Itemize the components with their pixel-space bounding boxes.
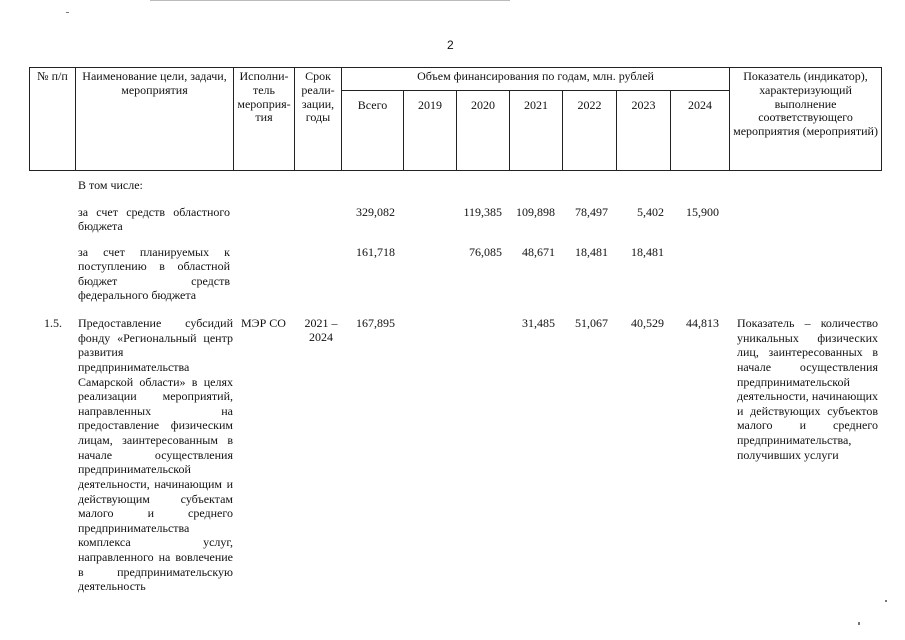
header-term: Срок реали-зации, годы <box>295 68 342 171</box>
item-2024: 44,813 <box>686 316 719 330</box>
item-executor: МЭР СО <box>241 316 286 330</box>
header-year: 2024 <box>671 90 730 170</box>
item-2023: 40,529 <box>631 316 664 330</box>
regional-2020: 119,385 <box>463 205 502 219</box>
federal-2022: 18,481 <box>575 245 608 259</box>
regional-total: 329,082 <box>356 205 395 219</box>
federal-2021: 48,671 <box>522 245 555 259</box>
federal-total: 161,718 <box>356 245 395 259</box>
header-year: 2019 <box>404 90 457 170</box>
header-year: 2023 <box>617 90 671 170</box>
header-total: Всего <box>342 90 404 170</box>
including-label: В том числе: <box>78 178 143 192</box>
regional-2023: 5,402 <box>637 205 664 219</box>
federal-budget-label: за счет планируемых к поступлению в областной бюджет средств федерального бюджета <box>78 245 230 303</box>
regional-2022: 78,497 <box>575 205 608 219</box>
header-executor: Исполни-тель мероприя-тия <box>234 68 295 171</box>
header-indicator: Показатель (индикатор), характеризующий выполнение соответствующего мероприятия (мероприятий) <box>730 68 882 171</box>
regional-budget-label: за счет средств областного бюджета <box>78 205 230 234</box>
item-2022: 51,067 <box>575 316 608 330</box>
header-year: 2022 <box>563 90 617 170</box>
header-year: 2020 <box>457 90 510 170</box>
item-indicator: Показатель – количество уникальных физических лиц, заинтересованных в начале осуществления предпринимательской деятельности, начинающих и действующих субъектов малого и среднего предпринимательства, получивших услуги <box>737 316 878 462</box>
scan-artifact <box>885 600 887 602</box>
federal-2020: 76,085 <box>469 245 502 259</box>
item-number: 1.5. <box>44 316 62 330</box>
scan-artifact <box>66 12 69 13</box>
header-funding: Объем финансирования по годам, млн. рублей <box>342 68 730 91</box>
header-name: Наименование цели, задачи, мероприятия <box>76 68 234 171</box>
item-name: Предоставление субсидий фонду «Региональный центр развития предпринимательства Самарской области» в целях реализации мероприятий, направленных на предоставление физическим лицам, заинтересованным в начале осуществления предпринимательской деятельности, начинающим и действующим субъектам малого и среднего предпринимательства комплекса услуг, направленного на вовлечение в предпринимательскую деятельность <box>78 316 233 594</box>
item-total: 167,895 <box>356 316 395 330</box>
regional-2024: 15,900 <box>686 205 719 219</box>
federal-2023: 18,481 <box>631 245 664 259</box>
scan-artifact <box>150 0 510 1</box>
item-term: 2021 – 2024 <box>304 316 338 345</box>
header-year: 2021 <box>510 90 563 170</box>
page-number: 2 <box>447 38 454 52</box>
scan-artifact <box>858 622 860 625</box>
item-2021: 31,485 <box>522 316 555 330</box>
header-num: № п/п <box>30 68 76 171</box>
regional-2021: 109,898 <box>516 205 555 219</box>
